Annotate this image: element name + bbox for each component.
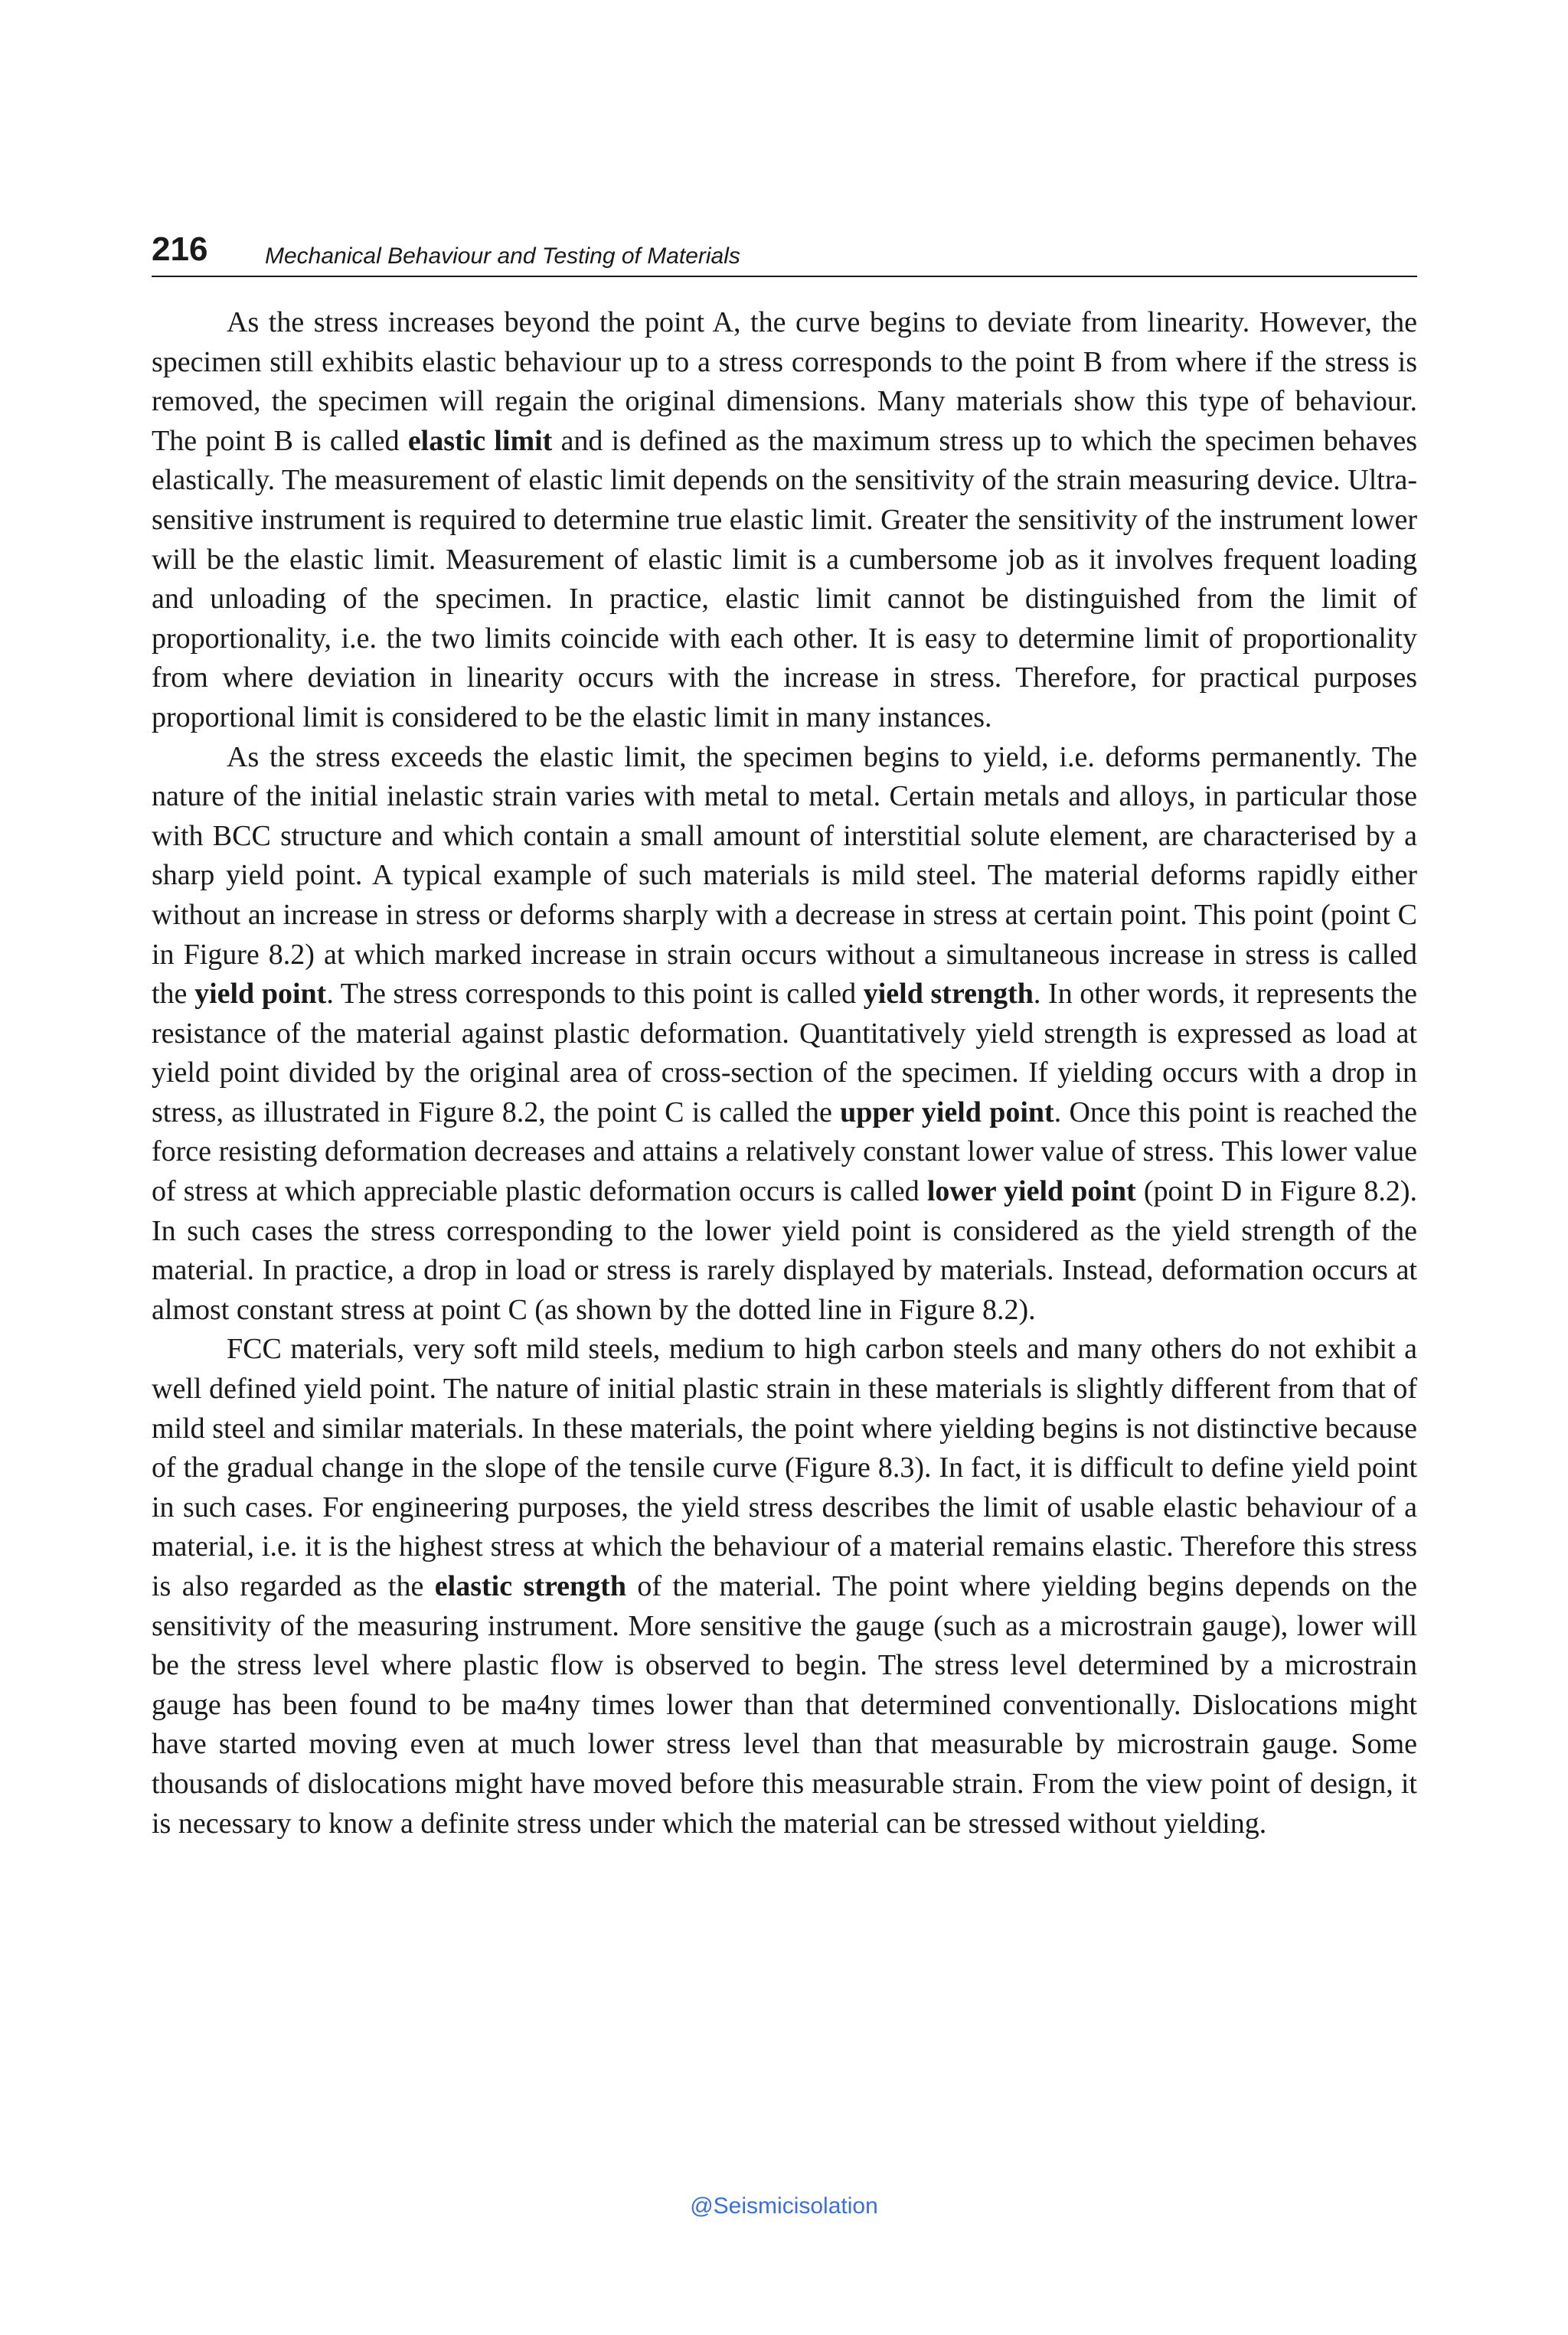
text-run: As the stress increases beyond the point A, the curve begins to deviate from linearity. However, the specimen still exhibits elastic behaviour up to a stress corresponds to the point B from where if the stress is removed, the specimen will regain the original dimensions. Many materials show this type of behaviour. The point B is called bbox=[152, 306, 1417, 457]
key-term: elastic limit bbox=[407, 424, 553, 457]
paragraph bbox=[152, 303, 1417, 738]
page-number: 216 bbox=[152, 230, 208, 268]
paragraph bbox=[152, 738, 1417, 1331]
key-term: elastic strength bbox=[434, 1570, 626, 1602]
key-term: yield point bbox=[194, 978, 327, 1011]
watermark: @Seismicisolation bbox=[690, 2193, 878, 2219]
text-run: As the stress exceeds the elastic limit, the specimen begins to yield, i.e. deforms permanently. The nature of the initial inelastic strain varies with metal to metal. Certain metals and alloys, in particular those with BCC structure and which contain a small amount of interstitial solute element, are characterised by a sharp yield point. A typical example of such materials is mild steel. The material deforms rapidly either without an increase in stress or deforms sharply with a decrease in stress at certain point. This point (point C in Figure 8.2) at which marked increase in strain occurs without a simultaneous increase in stress is called the bbox=[152, 740, 1417, 1011]
paragraph bbox=[152, 1330, 1417, 1844]
text-run: . The stress corresponds to this point is called bbox=[326, 978, 864, 1011]
key-term: lower yield point bbox=[926, 1175, 1136, 1208]
text-run: of the material. The point where yielding begins depends on the sensitivity of the measuring instrument. More sensitive the gauge (such as a microstrain gauge), lower will be the stress level where plastic flow is observed to begin. The stress level determined by a microstrain gauge has been found to be ma4ny times lower than that determined conventionally. Dislocations might have started moving even at much lower stress level than that measurable by microstrain gauge. Some thousands of dislocations might have moved before this measurable strain. From the view point of design, it is necessary to know a definite stress under which the material can be stressed without yielding. bbox=[152, 1570, 1417, 1840]
text-run: and is defined as the maximum stress up to which the specimen behaves elastically. The measurement of elastic limit depends on the sensitivity of the strain measuring device. Ultra-sensitive instrument is required to determine true elastic limit. Greater the sensitivity of the instrument lower will be the elastic limit. Measurement of elastic limit is a cumbersome job as it involves frequent loading and unloading of the specimen. In practice, elastic limit cannot be distinguished from the limit of proportionality, i.e. the two limits coincide with each other. It is easy to determine limit of proportionality from where deviation in linearity occurs with the increase in stress. Therefore, for practical purposes proportional limit is considered to be the elastic limit in many instances. bbox=[152, 424, 1417, 733]
page-header bbox=[152, 224, 1417, 277]
key-term: upper yield point bbox=[840, 1096, 1054, 1128]
key-term: yield strength bbox=[863, 978, 1034, 1011]
text-run: (point D in Figure 8.2). In such cases the stress corresponding to the lower yield point is considered as the yield strength of the material. In practice, a drop in load or stress is rarely displayed by materials. Instead, deformation occurs at almost constant stress at point C (as shown by the dotted line in Figure 8.2). bbox=[152, 1175, 1417, 1326]
running-title: Mechanical Behaviour and Testing of Materials bbox=[265, 243, 740, 269]
text-run: FCC materials, very soft mild steels, medium to high carbon steels and many others do not exhibit a well defined yield point. The nature of initial plastic strain in these materials is slightly different from that of mild steel and similar materials. In these materials, the point where yielding begins is not distinctive because of the gradual change in the slope of the tensile curve (Figure 8.3). In fact, it is difficult to define yield point in such cases. For engineering purposes, the yield stress describes the limit of usable elastic behaviour of a material, i.e. it is the highest stress at which the behaviour of a material remains elastic. Therefore this stress is also regarded as the bbox=[152, 1333, 1417, 1602]
text-run: . Once this point is reached the force resisting deformation decreases and attains a relatively constant lower value of stress. This lower value of stress at which appreciable plastic deformation occurs is called bbox=[152, 1096, 1417, 1208]
body-text bbox=[152, 303, 1417, 1844]
text-run: . In other words, it represents the resistance of the material against plastic deformation. Quantitatively yield strength is expressed as load at yield point divided by the original area of cross-section of the specimen. If yielding occurs with a drop in stress, as illustrated in Figure 8.2, the point C is called the bbox=[152, 978, 1417, 1128]
